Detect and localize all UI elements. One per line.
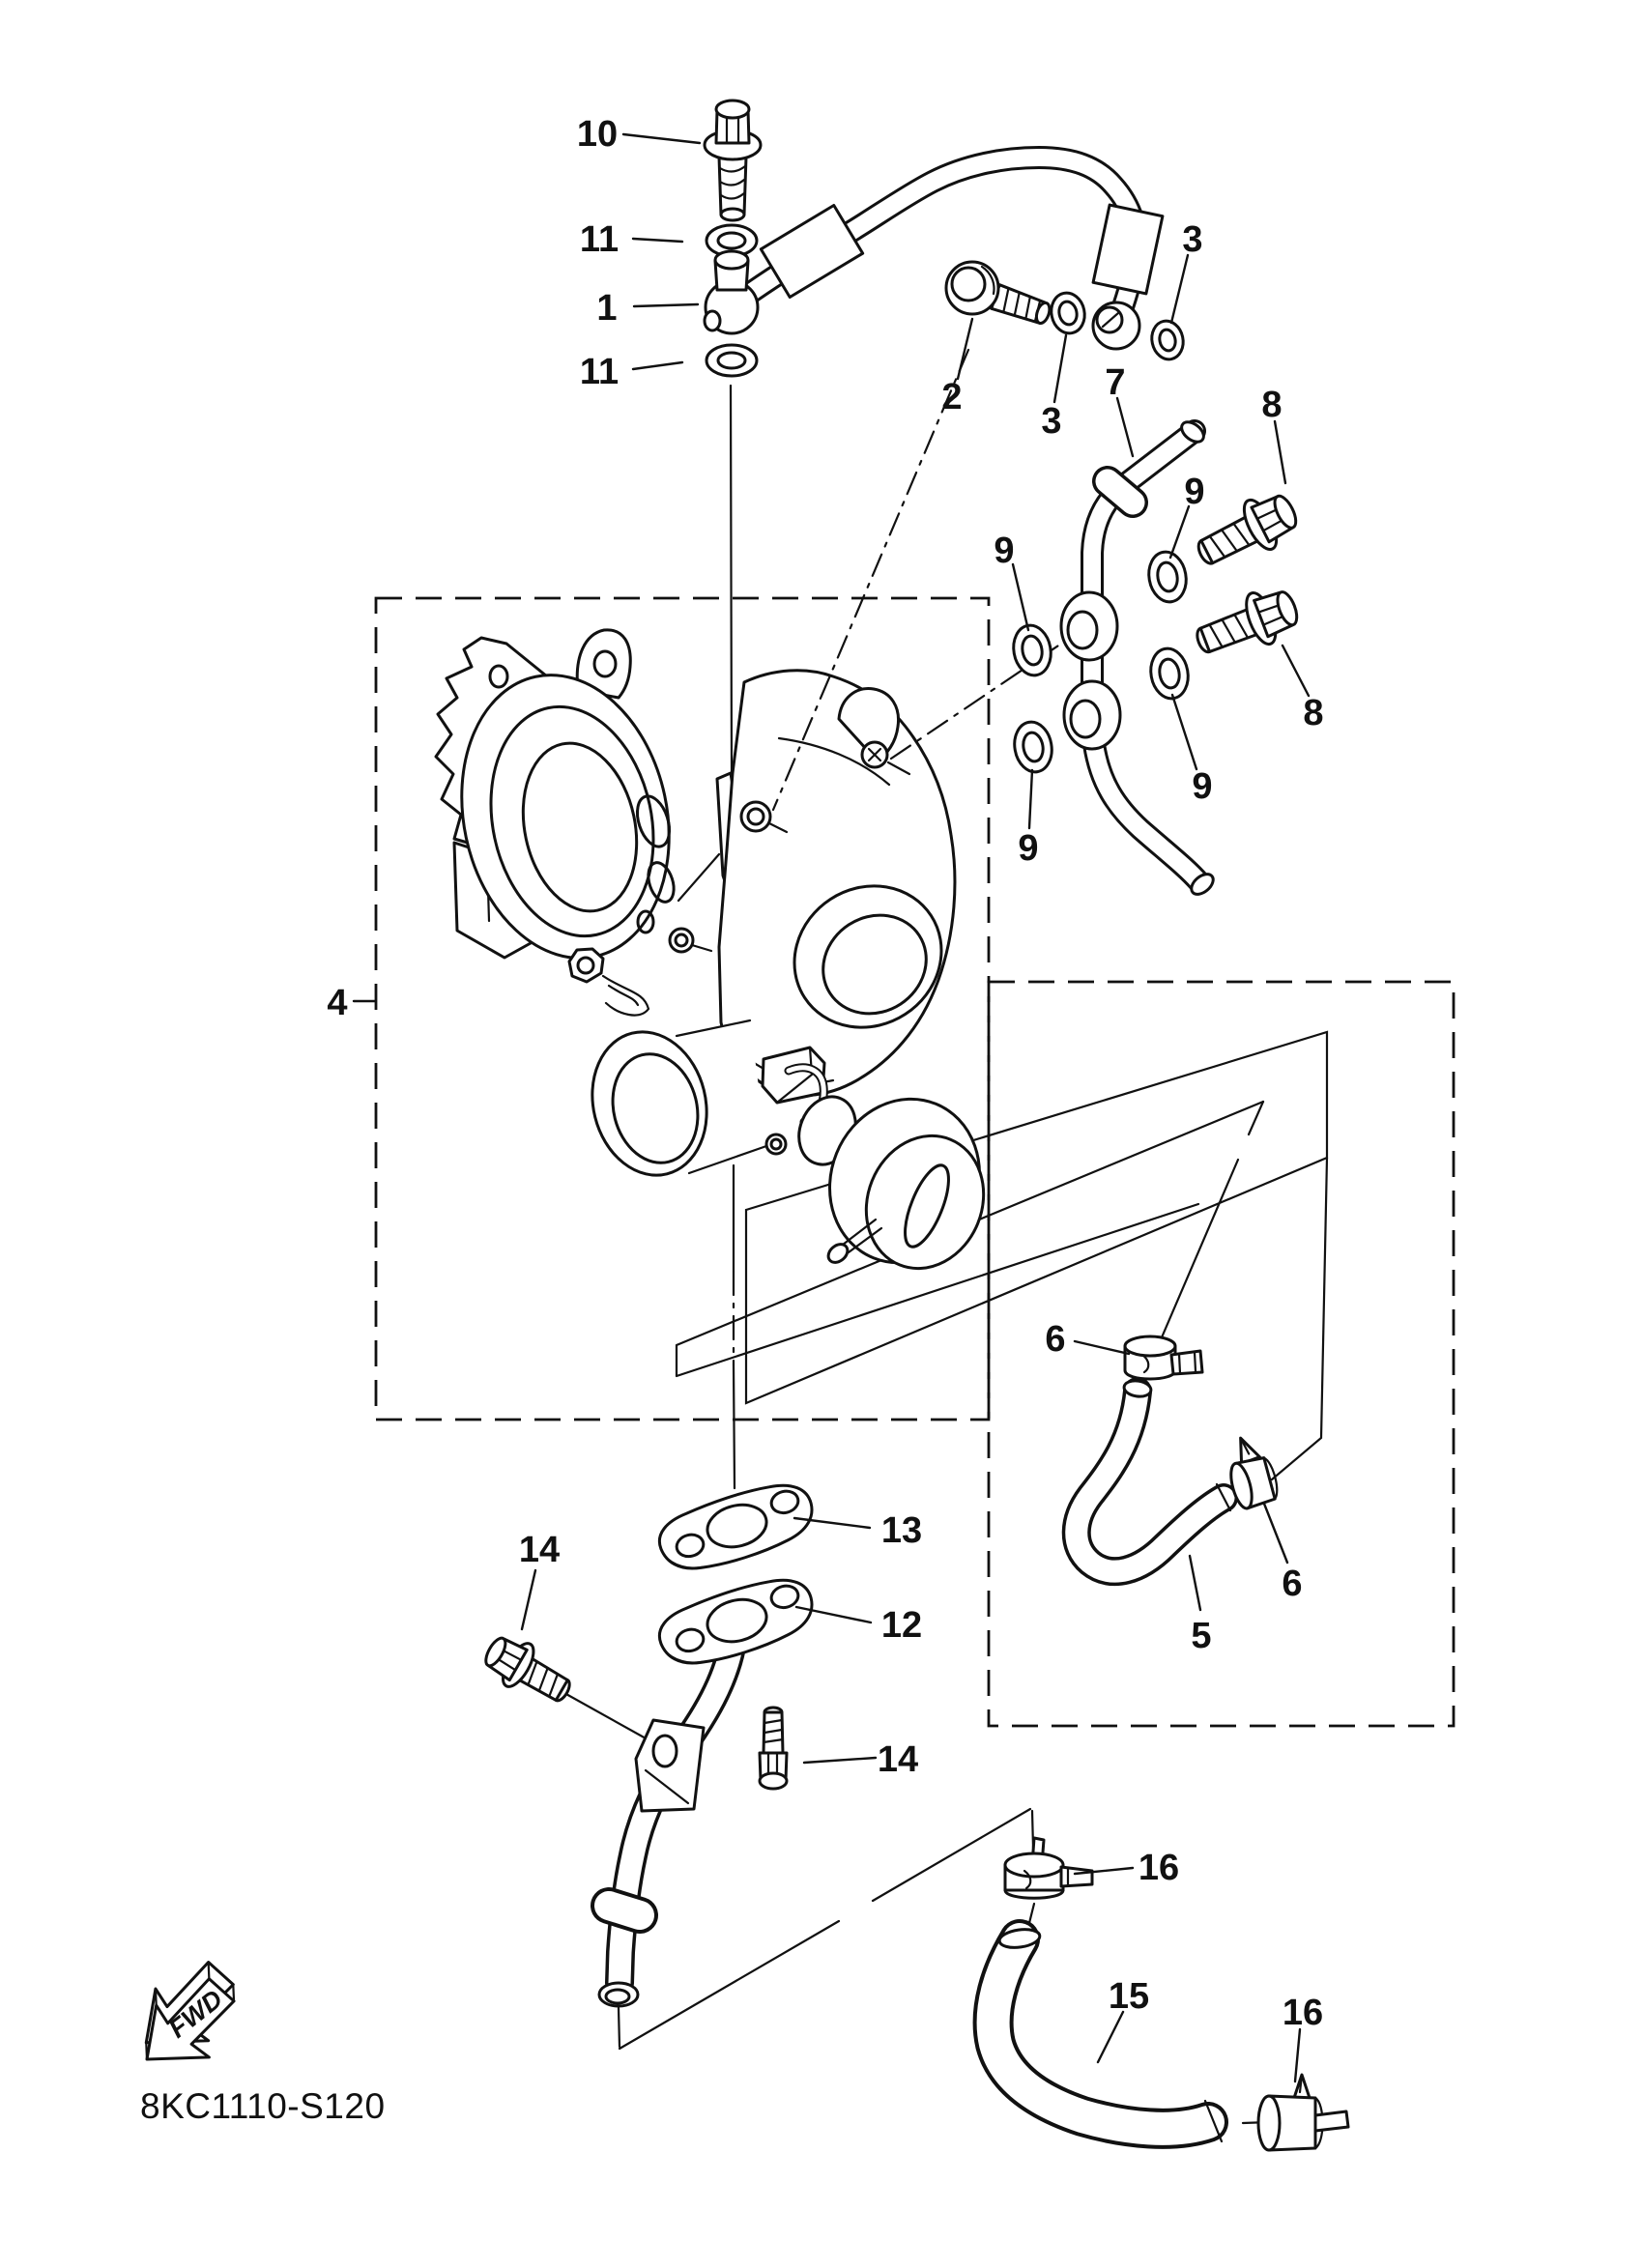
turbocharger-assembly-4 xyxy=(436,630,1004,1286)
bolt-14b xyxy=(760,1708,787,1789)
callout-5: 5 xyxy=(1191,1616,1212,1656)
drawing-code: 8KC1110-S120 xyxy=(140,2086,386,2126)
bolt-14a xyxy=(477,1627,579,1713)
washer-11b xyxy=(706,345,757,376)
callout-7: 7 xyxy=(1105,362,1126,403)
fwd-label: FWD xyxy=(163,1984,228,2044)
compressor-housing xyxy=(719,671,955,1096)
gasket-13 xyxy=(652,1478,820,1577)
bolt-10 xyxy=(705,100,761,220)
callout-1: 1 xyxy=(596,288,618,329)
fwd-arrow xyxy=(116,1949,259,2088)
callout-9b: 9 xyxy=(1184,472,1205,512)
callout-3a: 3 xyxy=(1041,401,1062,442)
callout-11a: 11 xyxy=(579,219,620,260)
callout-13: 13 xyxy=(880,1510,923,1551)
hose-sleeve xyxy=(1093,205,1163,294)
vband-strap xyxy=(603,976,649,1016)
bolt-2 xyxy=(946,262,1052,327)
hose-5 xyxy=(1077,1379,1230,1571)
actuator-rod-pin xyxy=(824,1241,850,1266)
callout-9c: 9 xyxy=(1018,828,1039,869)
callout-15: 15 xyxy=(1108,1976,1150,2017)
callout-11b: 11 xyxy=(579,352,620,392)
callout-14b: 14 xyxy=(877,1739,919,1780)
clamp-6a xyxy=(1125,1336,1202,1379)
callout-14a: 14 xyxy=(518,1530,561,1570)
oil-return-pipe xyxy=(599,1647,732,2006)
washer-9b xyxy=(1145,549,1190,605)
washer-3a xyxy=(1048,290,1088,336)
callout-12: 12 xyxy=(880,1605,923,1646)
washer-9a xyxy=(1010,622,1054,678)
bolt-8a xyxy=(1189,484,1305,579)
hose-15 xyxy=(994,1927,1270,2141)
callout-6a: 6 xyxy=(1045,1319,1066,1360)
callout-4: 4 xyxy=(327,983,348,1023)
washer-9c xyxy=(1011,719,1055,775)
vband-nut xyxy=(569,949,603,982)
callout-6b: 6 xyxy=(1282,1564,1303,1604)
callout-10: 10 xyxy=(576,114,619,155)
callout-9a: 9 xyxy=(994,531,1015,571)
callout-9d: 9 xyxy=(1192,766,1213,807)
washer-3b xyxy=(1148,318,1187,362)
clamp-16b xyxy=(1258,2075,1348,2150)
oil-feed-union-1 xyxy=(705,158,1163,349)
clamp-16a xyxy=(1005,1838,1092,1898)
callout-16a: 16 xyxy=(1138,1848,1180,1888)
callout-16b: 16 xyxy=(1282,1993,1324,2033)
washer-9d xyxy=(1147,646,1192,702)
callout-3b: 3 xyxy=(1182,219,1203,260)
callout-2: 2 xyxy=(941,377,963,417)
callout-8a: 8 xyxy=(1261,385,1283,425)
callout-8b: 8 xyxy=(1303,693,1324,733)
